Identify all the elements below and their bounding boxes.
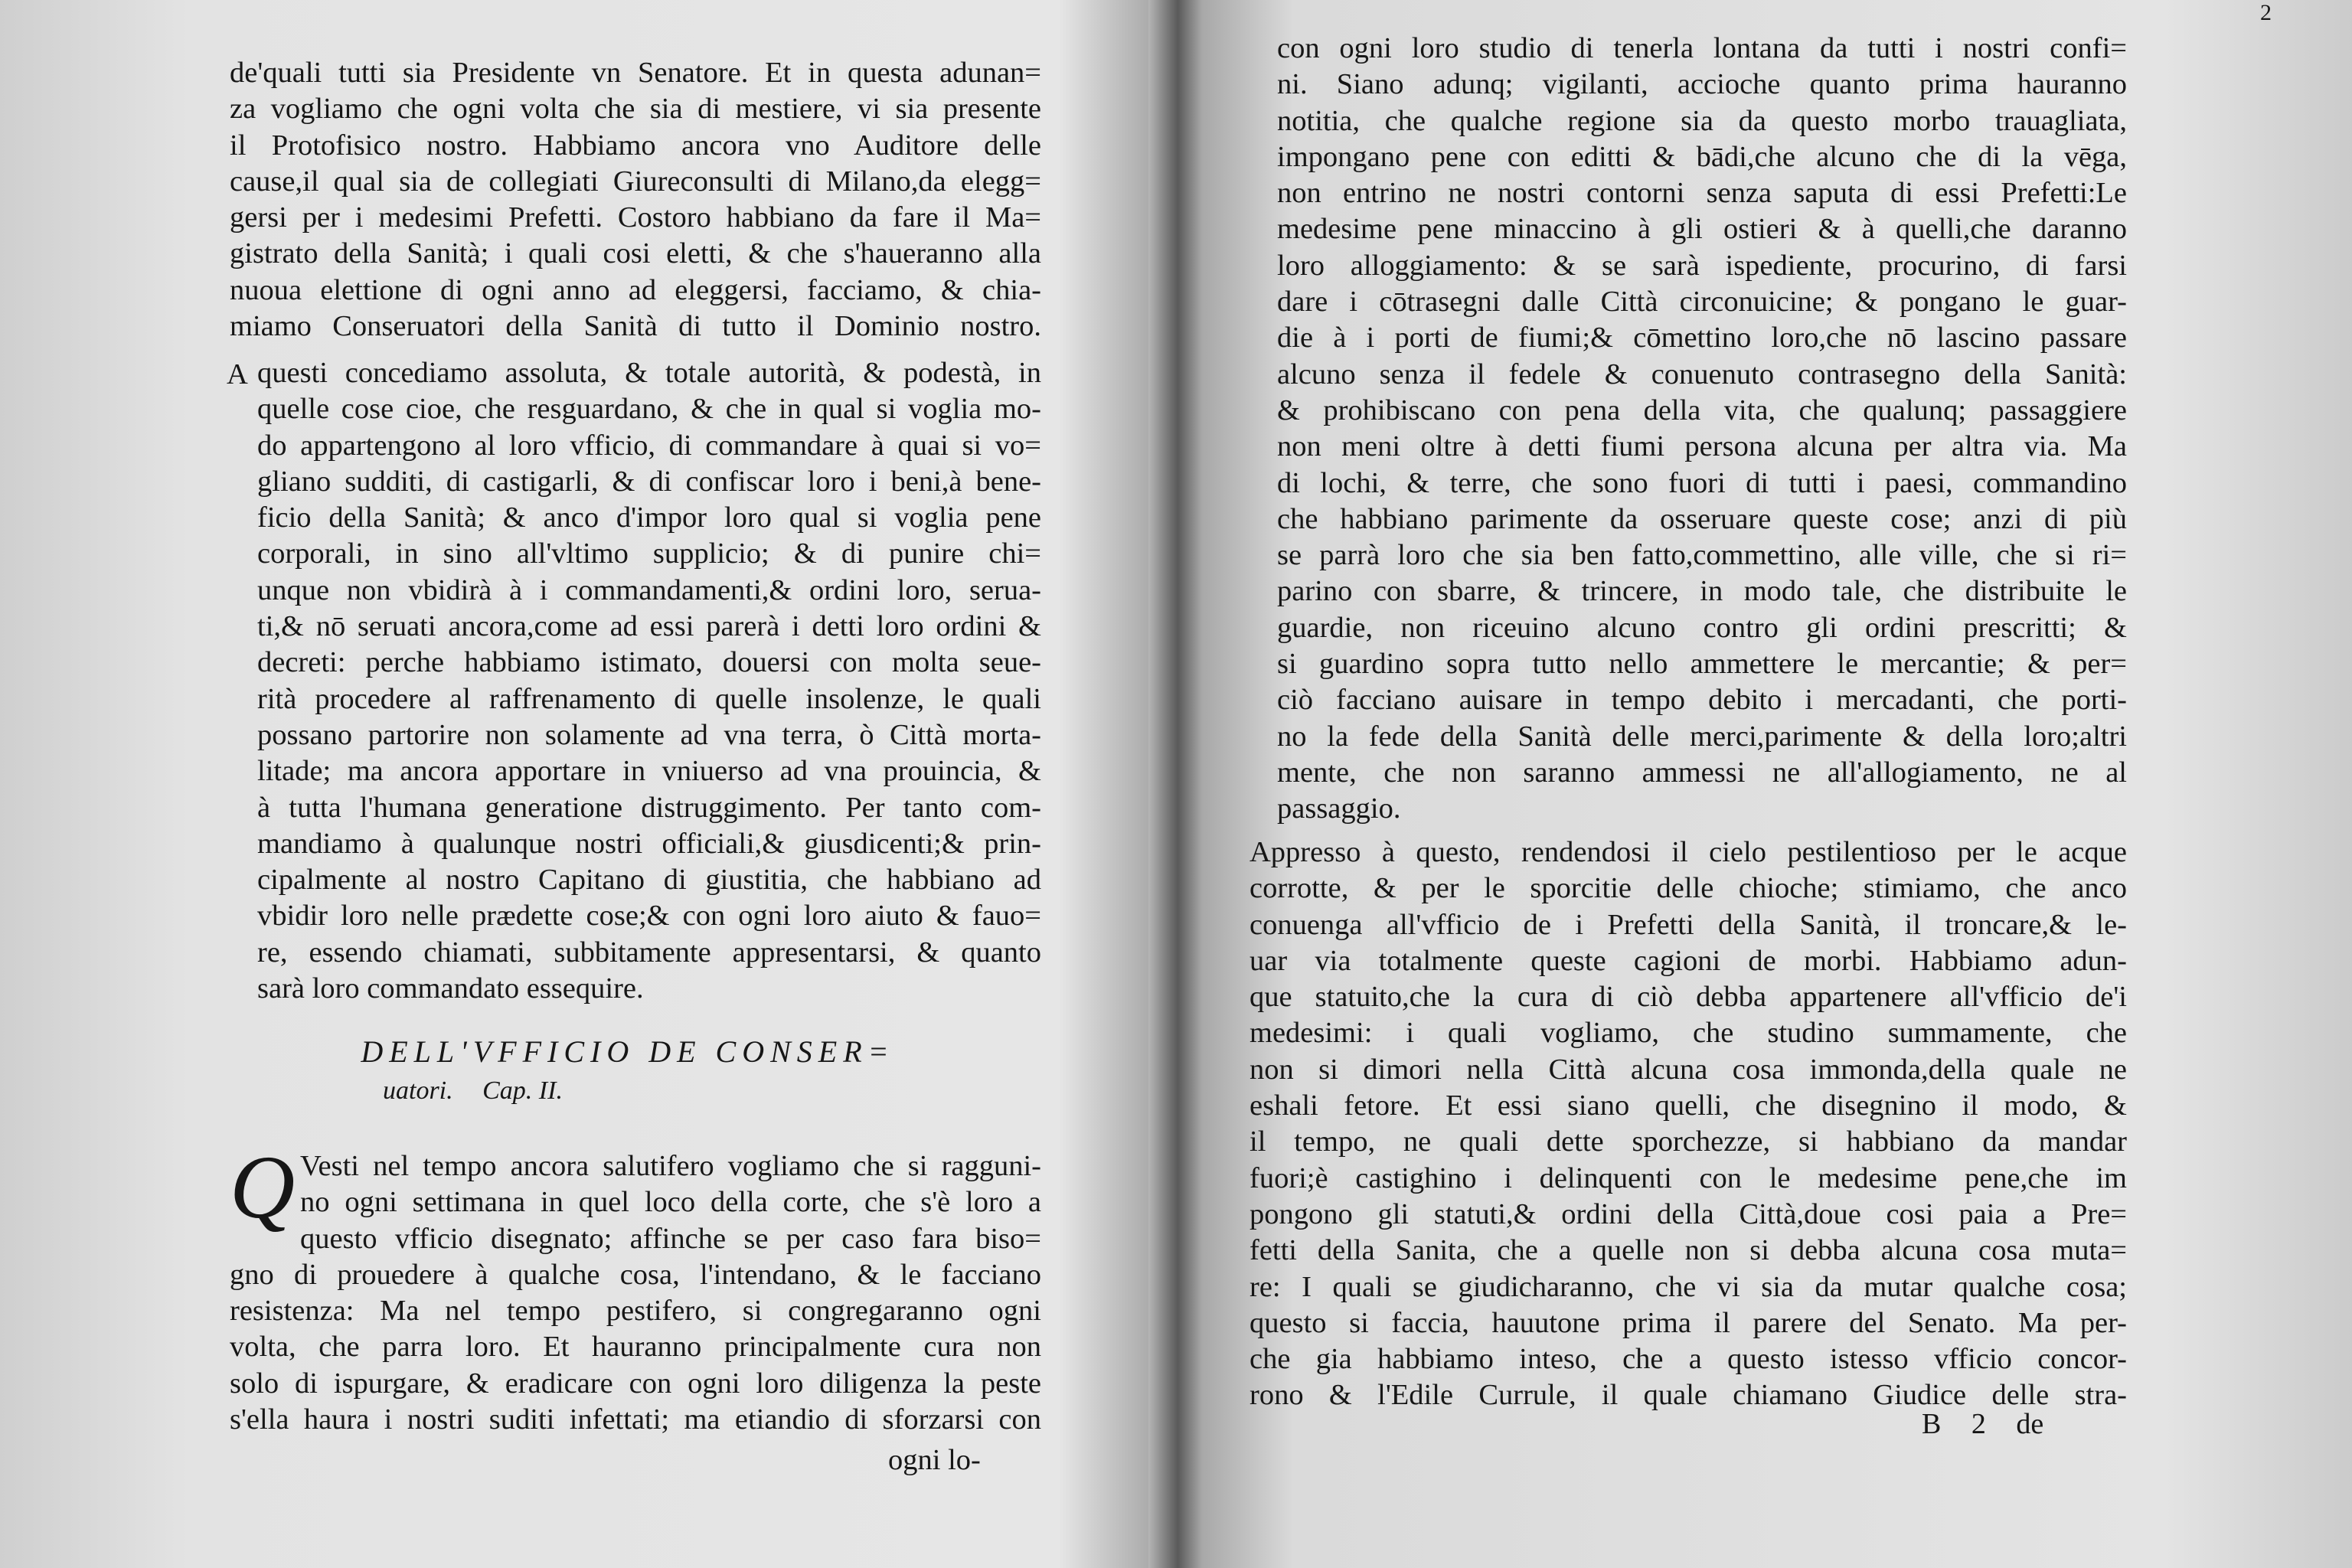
chapter-subheading bbox=[383, 1076, 781, 1106]
text-line: gliano sudditi, di castigarli, & di confiscar loro i beni,à bene- bbox=[257, 465, 1041, 498]
text-line: che gia habbiamo inteso, che a questo istesso vfficio concor- bbox=[1250, 1343, 2127, 1376]
text-line: fuori;è castighino i delinquenti con le medesime pene,che im bbox=[1250, 1161, 2127, 1194]
text-line: ficio della Sanità; & anco d'impor loro qual si voglia pene bbox=[257, 501, 1041, 534]
text-line: impongano pene con editti & bādi,che alcuno che di la vēga, bbox=[1277, 140, 2127, 173]
text-line: re: I quali se giudicharanno, che vi sia da mutar qualche cosa; bbox=[1250, 1270, 2127, 1303]
text-line: fetti della Sanita, che a quelle non si debba alcuna cosa muta= bbox=[1250, 1234, 2127, 1267]
page-number: 2 bbox=[2260, 0, 2272, 25]
text-line: Vesti nel tempo ancora salutifero vogliamo che si ragguni- bbox=[300, 1150, 1041, 1182]
text-line: volta, che parra loro. Et hauranno principalmente cura non bbox=[230, 1331, 1041, 1364]
text-line: si guardino sopra tutto nello ammettere le mercantie; & per= bbox=[1277, 648, 2127, 681]
text-line: il Protofisico nostro. Habbiamo ancora vno Auditore delle bbox=[230, 129, 1041, 162]
text-line: miamo Conseruatori della Sanità di tutto il Dominio nostro. bbox=[230, 310, 1041, 343]
text-line: il tempo, ne quali dette sporchezze, si habbiano da mandar bbox=[1250, 1125, 2127, 1158]
text-line: & prohibiscano con pena della vita, che qualunq; passaggiere bbox=[1277, 394, 2127, 426]
text-line: non entrino ne nostri contorni senza saputa di essi Prefetti:Le bbox=[1277, 177, 2127, 210]
text-line: à tutta l'humana generatione distruggimento. Per tanto com- bbox=[257, 791, 1041, 824]
text-line: Appresso à questo, rendendosi il cielo pestilentioso per le acque bbox=[1250, 836, 2127, 868]
text-line: non meni oltre à detti fiumi persona alcuna per altra via. Ma bbox=[1277, 430, 2127, 463]
text-line: vbidir loro nelle prædette cose;& con ogni loro aiuto & fauo= bbox=[257, 900, 1041, 933]
text-line: s'ella haura i nostri suditi infettati; ma etiandio di sforzarsi con bbox=[230, 1403, 1041, 1436]
text-line: corrotte, & per le sporcitie delle chioche; stimiamo, che anco bbox=[1250, 872, 2127, 905]
text-line: ti,& nō seruati ancora,come ad essi parerà i detti loro ordini & bbox=[257, 610, 1041, 643]
text-line: do appartengono al loro vfficio, di commandare à quai si vo= bbox=[257, 429, 1041, 462]
drop-capital: Q bbox=[230, 1137, 296, 1237]
text-line: se parrà loro che sia ben fatto,commettino, alle ville, che si ri= bbox=[1277, 539, 2127, 572]
text-line: rità procedere al raffrenamento di quelle insolenze, le quali bbox=[257, 682, 1041, 715]
text-line: solo di ispurgare, & eradicare con ogni loro diligenza la peste bbox=[230, 1367, 1041, 1400]
heading-continuation: uatori. bbox=[383, 1076, 453, 1105]
text-line: litade; ma ancora apportare in vniuerso ad vna prouincia, & bbox=[257, 755, 1041, 788]
chapter-heading: DELL'VFFICIO DE CONSER= bbox=[361, 1034, 895, 1069]
text-line: questi concediamo assoluta, & totale autorità, & podestà, in bbox=[257, 357, 1041, 389]
text-line: cause,il qual sia de collegiati Giureconsulti di Milano,da elegg= bbox=[230, 165, 1041, 198]
text-line: que statuito,che la cura di ciò debba appartenere all'vfficio de'i bbox=[1250, 981, 2127, 1014]
text-line: guardie, non riceuino alcuno contro gli ordini prescritti; & bbox=[1277, 611, 2127, 644]
text-line: con ogni loro studio di tenerla lontana da tutti i nostri confi= bbox=[1277, 32, 2127, 64]
left-paragraph-1 bbox=[230, 55, 1041, 345]
text-line: sarà loro commandato essequire. bbox=[257, 972, 644, 1005]
text-line: conuenga all'vfficio de i Prefetti della Sanità, il troncare,& le- bbox=[1250, 908, 2127, 941]
text-line: gersi per i medesimi Prefetti. Costoro habbiano da fare il Ma= bbox=[230, 201, 1041, 234]
text-line: mente, che non saranno ammessi ne all'allogiamento, ne al bbox=[1277, 756, 2127, 789]
text-line: re, essendo chiamati, subbitamente appresentarsi, & quanto bbox=[257, 936, 1041, 969]
text-line: nuoua elettione di ogni anno ad eleggersi, facciamo, & chia- bbox=[230, 273, 1041, 306]
signature-mark: B 2 de bbox=[1922, 1408, 2044, 1440]
text-line: passaggio. bbox=[1277, 792, 1401, 825]
text-line: die à i porti de fiumi;& cōmettino loro,che nō lascino passare bbox=[1277, 322, 2127, 354]
chapter-number: Cap. II. bbox=[482, 1076, 563, 1105]
text-line: ni. Siano adunq; vigilanti, accioche quanto prima hauranno bbox=[1277, 68, 2127, 101]
text-line: ciò facciano auisare in tempo debito i mercadanti, che porti- bbox=[1277, 684, 2127, 717]
text-line: decreti: perche habbiamo istimato, douersi con molta seue- bbox=[257, 646, 1041, 679]
text-line: dare i cōtrasegni dalle Città circonuicine; & pongano le guar- bbox=[1277, 286, 2127, 318]
left-paragraph-3 bbox=[230, 1148, 1041, 1438]
paragraph-marker: A bbox=[227, 358, 248, 390]
text-line: no la fede della Sanità delle merci,parimente & della loro;altri bbox=[1277, 720, 2127, 753]
text-line: mandiamo à qualunque nostri officiali,& giusdicenti;& prin- bbox=[257, 827, 1041, 860]
text-line: questo vfficio disegnato; affinche se per caso fara biso= bbox=[300, 1222, 1041, 1255]
text-line: za vogliamo che ogni volta che sia di mestiere, vi sia presente bbox=[230, 93, 1041, 126]
text-line: rono & l'Edile Currule, il quale chiamano Giudice delle stra- bbox=[1250, 1379, 2127, 1412]
text-line: medesime pene minaccino à gli ostieri & à quelli,che daranno bbox=[1277, 213, 2127, 246]
text-line: notitia, che qualche regione sia da questo morbo trauagliata, bbox=[1277, 104, 2127, 137]
text-line: che habbiano parimente da osseruare queste cose; anzi di più bbox=[1277, 502, 2127, 535]
text-line: gno di prouedere à qualche cosa, l'intendano, & le facciano bbox=[230, 1258, 1041, 1291]
right-paragraph-2 bbox=[1250, 835, 2127, 1414]
text-line: eshali fetore. Et essi siano quelli, che disegnino il modo, & bbox=[1250, 1089, 2127, 1122]
text-line: corporali, in sino all'vltimo supplicio; & di punire chi= bbox=[257, 537, 1041, 570]
text-line: medesimi: i quali vogliamo, che studino summamente, che bbox=[1250, 1017, 2127, 1050]
text-line: di lochi, & terre, che sono fuori di tutti i paesi, commandino bbox=[1277, 466, 2127, 499]
text-line: loro alloggiamento: & se sarà ispediente, procurino, di farsi bbox=[1277, 249, 2127, 282]
left-page bbox=[0, 0, 1156, 1568]
text-line: parino con sbarre, & trincere, in modo tale, che distribuite le bbox=[1277, 575, 2127, 608]
text-line: no ogni settimana in quel loco della corte, che s'è loro a bbox=[300, 1186, 1041, 1219]
text-line: possano partorire non solamente ad vna terra, ò Città morta- bbox=[257, 718, 1041, 751]
text-line: non si dimori nella Città alcuna cosa immonda,della quale ne bbox=[1250, 1053, 2127, 1086]
left-paragraph-2 bbox=[257, 355, 1041, 1007]
text-line: questo si faccia, hauutone prima il parere del Senato. Ma per- bbox=[1250, 1306, 2127, 1339]
text-line: de'quali tutti sia Presidente vn Senatore. Et in questa adunan= bbox=[230, 57, 1041, 89]
right-paragraph-1 bbox=[1277, 31, 2127, 828]
text-line: alcuno senza il fedele & conuenuto contrasegno della Sanità: bbox=[1277, 358, 2127, 390]
right-page bbox=[1194, 0, 2352, 1568]
text-line: unque non vbidirà à i commandamenti,& ordini loro, serua- bbox=[257, 573, 1041, 606]
text-line: gistrato della Sanità; i quali cosi eletti, & che s'haueranno alla bbox=[230, 237, 1041, 270]
text-line: uar via totalmente queste cagioni de morbi. Habbiamo adun- bbox=[1250, 944, 2127, 977]
text-line: pongono gli statuti,& ordini della Città,doue cosi paia a Pre= bbox=[1250, 1197, 2127, 1230]
text-line: cipalmente al nostro Capitano di giustitia, che habbiano ad bbox=[257, 864, 1041, 897]
text-line: quelle cose cioe, che resguardano, & che in qual si voglia mo- bbox=[257, 393, 1041, 426]
text-line: resistenza: Ma nel tempo pestifero, si congregaranno ogni bbox=[230, 1295, 1041, 1328]
catchword: ogni lo- bbox=[888, 1444, 981, 1476]
